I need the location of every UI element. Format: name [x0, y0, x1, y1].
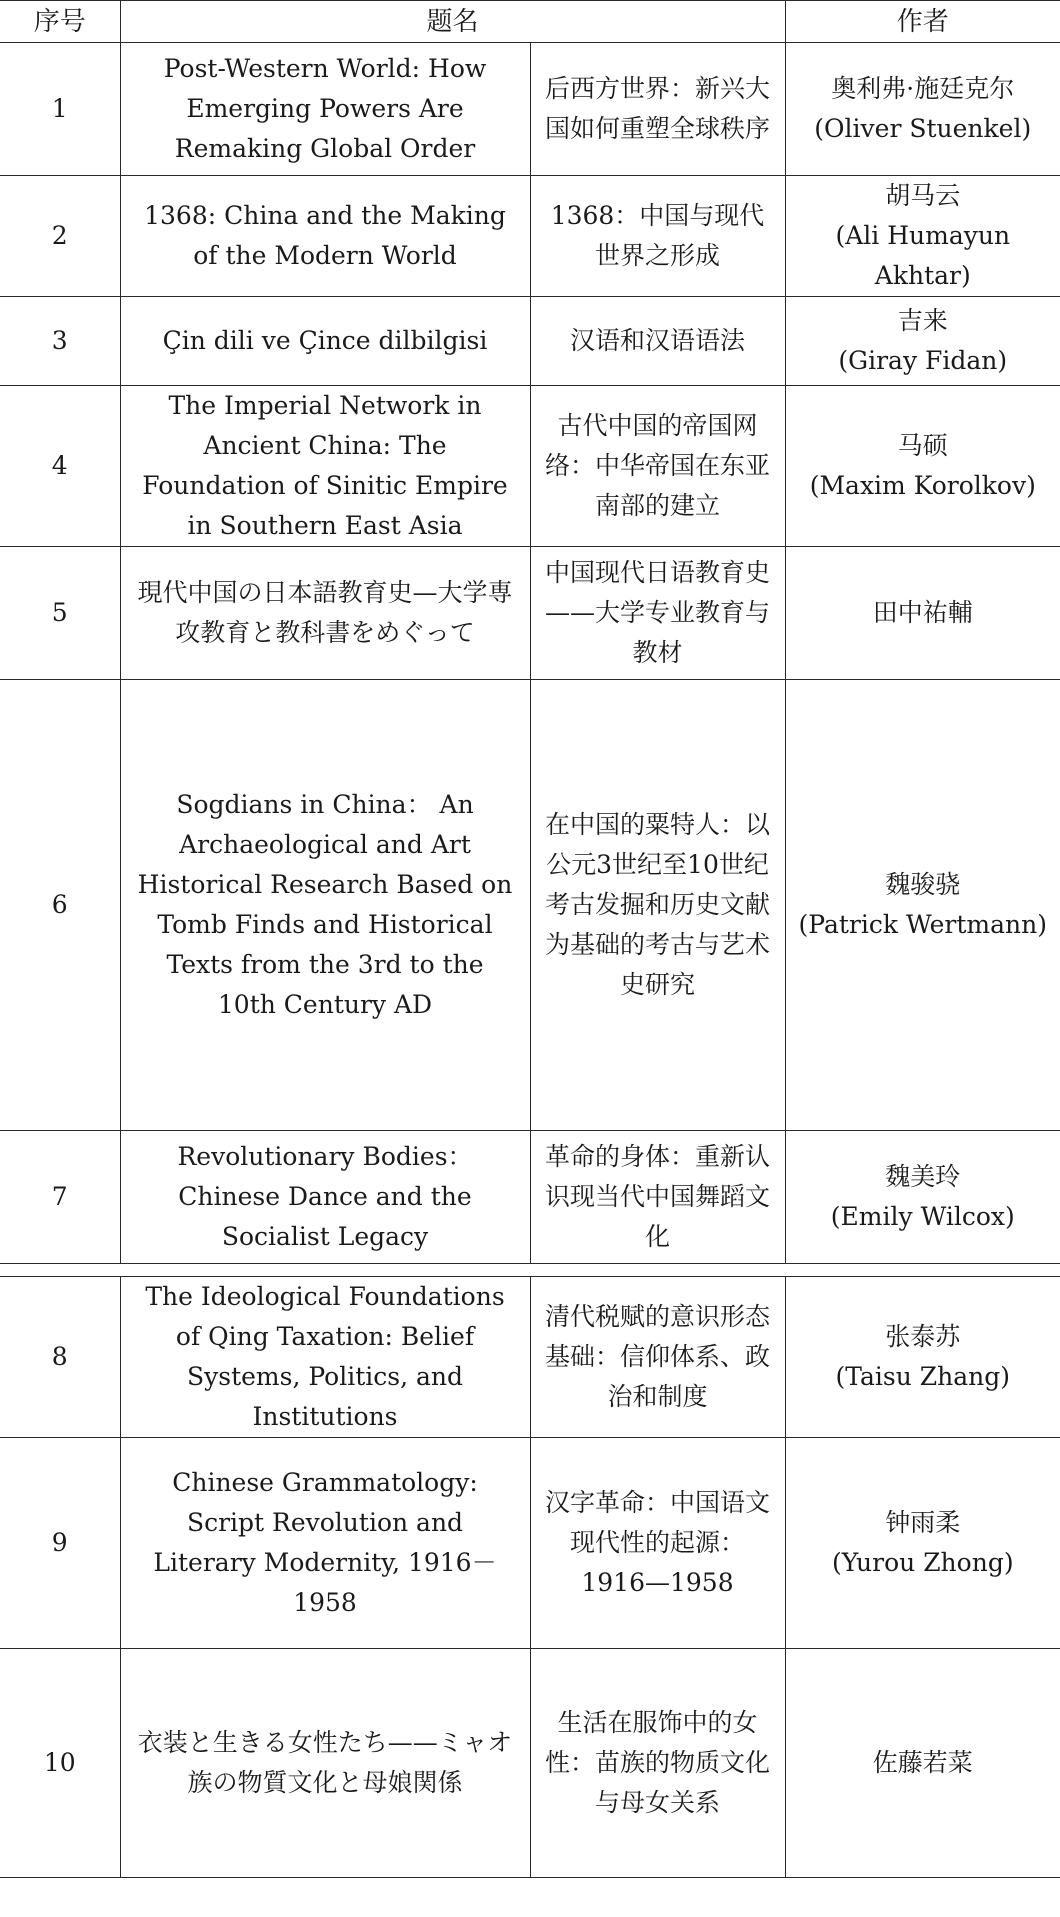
table-row — [0, 547, 1060, 680]
table-row — [0, 1438, 1060, 1649]
author-original-name: (Taisu Zhang) — [835, 1362, 1011, 1391]
header-author: 作者 — [785, 1, 1060, 43]
author-chinese-name: 魏骏骁 — [885, 870, 961, 899]
chinese-title: 清代税赋的意识形态基础：信仰体系、政治和制度 — [530, 1277, 785, 1438]
table-gap-row — [0, 1264, 1060, 1277]
table-row — [0, 1131, 1060, 1264]
row-number: 2 — [0, 176, 120, 297]
author-chinese-name: 胡马云 — [885, 181, 961, 210]
original-title: 衣装と生きる女性たち——ミャオ族の物質文化と母娘関係 — [120, 1649, 530, 1878]
chinese-title: 中国现代日语教育史——大学专业教育与教材 — [530, 547, 785, 680]
original-title: 1368: China and the Making of the Modern World — [120, 176, 530, 297]
author — [785, 386, 1060, 547]
author-chinese-name: 奥利弗·施廷克尔 — [831, 74, 1015, 103]
row-number: 5 — [0, 547, 120, 680]
author-original-name: (Emily Wilcox) — [830, 1202, 1015, 1231]
table-row — [0, 680, 1060, 1131]
author-original-name: (Giray Fidan) — [838, 346, 1008, 375]
author-chinese-name: 魏美玲 — [885, 1162, 961, 1191]
chinese-title: 1368：中国与现代世界之形成 — [530, 176, 785, 297]
author-chinese-name: 张泰苏 — [885, 1322, 961, 1351]
author-chinese-name: 马硕 — [897, 431, 948, 460]
original-title: Revolutionary Bodies： Chinese Dance and the Socialist Legacy — [120, 1131, 530, 1264]
author — [785, 1649, 1060, 1878]
table-gap — [0, 1264, 1060, 1277]
row-number: 8 — [0, 1277, 120, 1438]
author — [785, 1438, 1060, 1649]
row-number: 7 — [0, 1131, 120, 1264]
header-title: 题名 — [120, 1, 785, 43]
author — [785, 547, 1060, 680]
table-row — [0, 176, 1060, 297]
row-number: 6 — [0, 680, 120, 1131]
chinese-title: 古代中国的帝国网络：中华帝国在东亚南部的建立 — [530, 386, 785, 547]
author-original-name: (Yurou Zhong) — [831, 1548, 1014, 1577]
author-original-name: (Patrick Wertmann) — [798, 910, 1047, 939]
author — [785, 176, 1060, 297]
table-row — [0, 1649, 1060, 1878]
author-chinese-name: 田中祐輔 — [872, 598, 973, 627]
original-title: Çin dili ve Çince dilbilgisi — [120, 297, 530, 386]
original-title: Sogdians in China： An Archaeological and Art Historical Research Based on Tomb Finds and Historical Texts from the 3rd to the 10th Century AD — [120, 680, 530, 1131]
author-chinese-name: 佐藤若菜 — [872, 1748, 973, 1777]
header-row — [0, 1, 1060, 43]
chinese-title: 后西方世界：新兴大国如何重塑全球秩序 — [530, 43, 785, 176]
chinese-title: 汉字革命：中国语文现代性的起源：1916—1958 — [530, 1438, 785, 1649]
author — [785, 297, 1060, 386]
chinese-title: 生活在服饰中的女性：苗族的物质文化与母女关系 — [530, 1649, 785, 1878]
author-original-name: (Oliver Stuenkel) — [814, 114, 1032, 143]
author — [785, 43, 1060, 176]
table-row — [0, 43, 1060, 176]
table-row — [0, 1277, 1060, 1438]
original-title: Chinese Grammatology: Script Revolution and Literary Modernity, 1916－1958 — [120, 1438, 530, 1649]
row-number: 1 — [0, 43, 120, 176]
table-row — [0, 386, 1060, 547]
row-number: 10 — [0, 1649, 120, 1878]
chinese-title: 在中国的粟特人：以公元3世纪至10世纪考古发掘和历史文献为基础的考古与艺术史研究 — [530, 680, 785, 1131]
chinese-title: 革命的身体：重新认识现当代中国舞蹈文化 — [530, 1131, 785, 1264]
original-title: The Imperial Network in Ancient China: The Foundation of Sinitic Empire in Southern East Asia — [120, 386, 530, 547]
original-title: Post-Western World: How Emerging Powers Are Remaking Global Order — [120, 43, 530, 176]
author-original-name: (Ali Humayun Akhtar) — [835, 221, 1011, 290]
original-title: 現代中国の日本語教育史—大学専攻教育と教科書をめぐって — [120, 547, 530, 680]
original-title: The Ideological Foundations of Qing Taxation: Belief Systems, Politics, and Institutions — [120, 1277, 530, 1438]
table-row — [0, 297, 1060, 386]
row-number: 3 — [0, 297, 120, 386]
header-no: 序号 — [0, 1, 120, 43]
chinese-title: 汉语和汉语语法 — [530, 297, 785, 386]
author-chinese-name: 钟雨柔 — [885, 1508, 961, 1537]
author-original-name: (Maxim Korolkov) — [809, 471, 1036, 500]
author-chinese-name: 吉来 — [897, 306, 948, 335]
row-number: 9 — [0, 1438, 120, 1649]
author — [785, 1277, 1060, 1438]
row-number: 4 — [0, 386, 120, 547]
author — [785, 680, 1060, 1131]
author — [785, 1131, 1060, 1264]
